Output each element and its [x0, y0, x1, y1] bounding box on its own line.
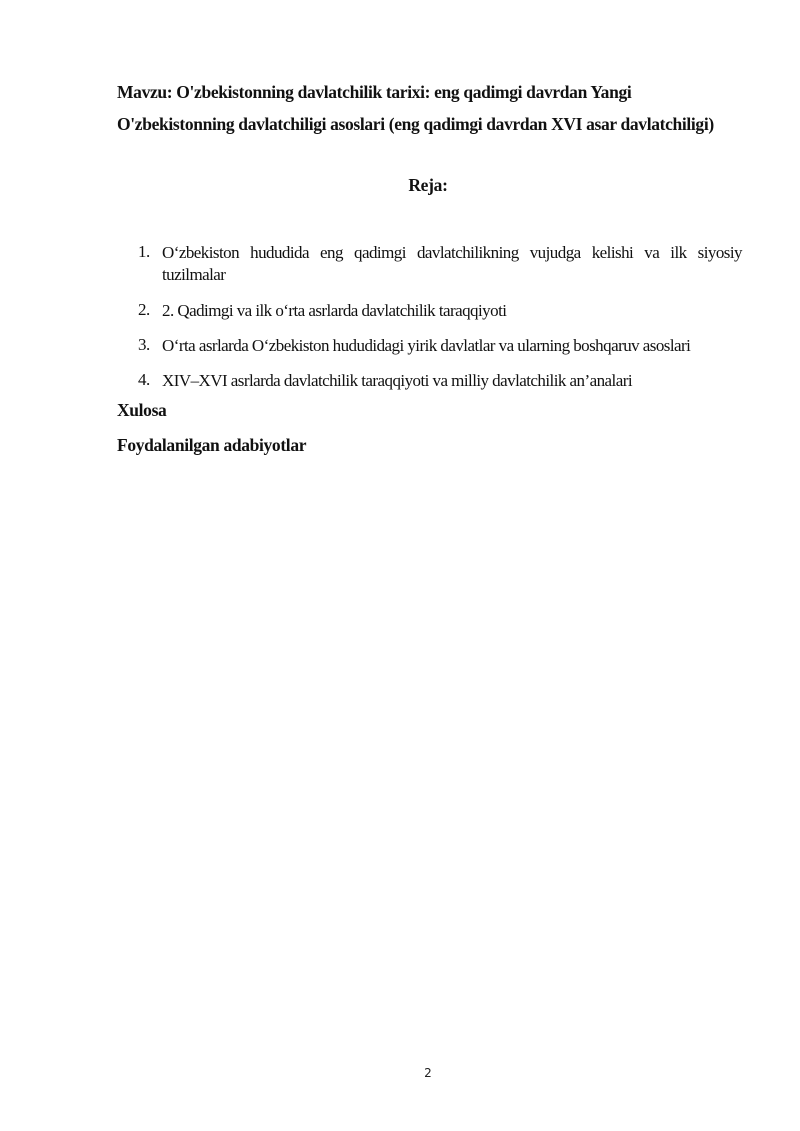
references-heading: Foydalanilgan adabiyotlar	[117, 435, 307, 455]
page-number: 2	[424, 1066, 432, 1080]
plan-item-number: 2.	[138, 300, 150, 319]
plan-item	[138, 335, 742, 370]
plan-item	[138, 300, 742, 335]
plan-item-number: 1.	[138, 242, 150, 261]
plan-list	[138, 242, 742, 400]
plan-item	[138, 242, 742, 300]
plan-item-text: O‘rta asrlarda O‘zbekiston hududidagi yirik davlatlar va ularning boshqaruv asoslari	[162, 336, 691, 355]
title-line-2: O'zbekistonning davlatchiligi asoslari (eng qadimgi davrdan XVI asar davlatchiligi)	[117, 114, 714, 134]
plan-item-number: 3.	[138, 335, 150, 354]
plan-item-text: 2. Qadimgi va ilk o‘rta asrlarda davlatchilik taraqqiyoti	[162, 301, 507, 320]
plan-item-number: 4.	[138, 370, 150, 389]
document-title	[117, 76, 757, 140]
plan-heading: Reja:	[408, 175, 448, 195]
plan-item-text: O‘zbekiston hududida eng qadimgi davlatchilikning vujudga kelishi va ilk siyosiy tuzilmalar	[162, 243, 742, 284]
title-line-1: Mavzu: O'zbekistonning davlatchilik tarixi: eng qadimgi davrdan Yangi	[117, 82, 632, 102]
conclusion-heading: Xulosa	[117, 400, 167, 420]
plan-item-text: XIV–XVI asrlarda davlatchilik taraqqiyoti va milliy davlatchilik an’analari	[162, 371, 632, 390]
plan-item	[138, 370, 742, 400]
